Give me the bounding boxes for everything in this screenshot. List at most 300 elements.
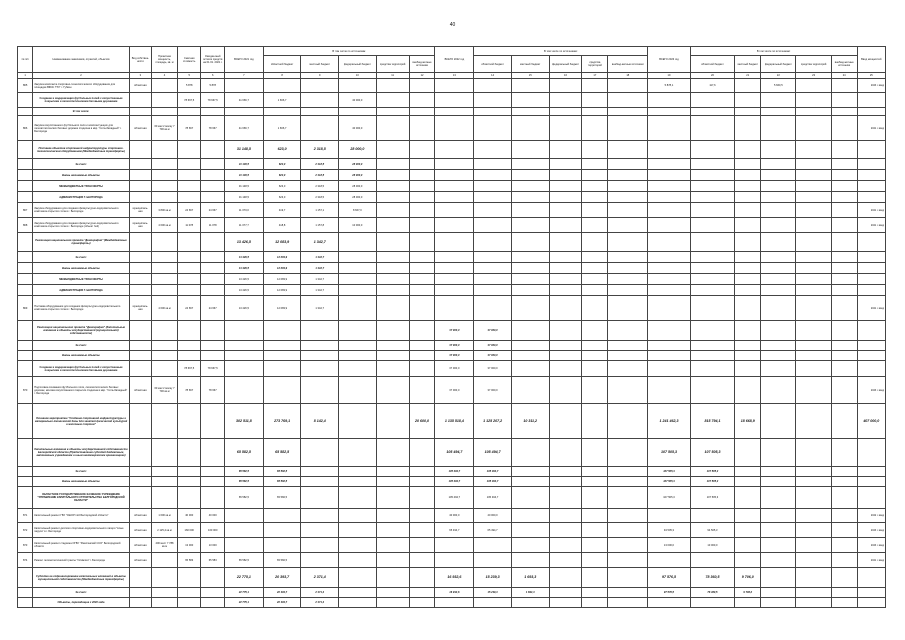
row-name: Вновь начинаемые объекты — [33, 170, 129, 181]
row-value — [435, 285, 474, 296]
row-value — [648, 233, 690, 252]
column-number: 9 — [301, 73, 339, 79]
row-value — [761, 116, 796, 141]
row-value: 13 000,0 — [648, 538, 690, 553]
row-value: 41 666,7 — [224, 116, 263, 141]
row-value: 2 318,5 — [301, 181, 339, 192]
row-value — [796, 159, 831, 170]
row-remaining — [201, 477, 225, 487]
row-value — [474, 93, 512, 108]
row-commission: 2022 г. ввод — [857, 509, 885, 523]
row-value — [263, 79, 301, 93]
row-value — [409, 93, 435, 108]
row-value — [582, 141, 608, 159]
row-value — [796, 181, 831, 192]
row-value — [690, 553, 735, 568]
row-value — [435, 274, 474, 285]
row-value: 15 239,3 — [474, 588, 512, 598]
row-value — [796, 108, 831, 116]
row-estimate — [177, 263, 201, 274]
row-remaining: 5 878 — [201, 79, 225, 93]
row-value: 13 426,5 — [224, 252, 263, 263]
row-value — [263, 108, 301, 116]
row-value — [796, 93, 831, 108]
row-value: 37 000,0 — [435, 361, 474, 377]
row-value — [582, 192, 608, 203]
row-value — [474, 108, 512, 116]
row-value — [582, 218, 608, 233]
row-value — [474, 141, 512, 159]
row-commission: 2023 г. ввод — [857, 79, 885, 93]
row-name: Субсидии на софинансирование капитальных вложений в объекты муниципальной собственности (Межбюджетные трансферты) — [33, 568, 129, 588]
row-value — [376, 361, 409, 377]
row-value: 5 878,1 — [648, 79, 690, 93]
row-ownership — [129, 588, 151, 598]
row-estimate — [177, 568, 201, 588]
row-value — [549, 439, 582, 467]
row-ownership — [129, 192, 151, 203]
row-value — [549, 509, 582, 523]
row-value — [339, 321, 377, 341]
row-ownership — [129, 321, 151, 341]
row-value — [435, 218, 474, 233]
row-value: 105 494,7 — [435, 467, 474, 477]
row-ownership — [129, 467, 151, 477]
row-name: Капитальные вложения в объекты государственной собственности Белгородской области (Предоставление субсидий бюджетным, автономным учреждениям и иным некоммерческим организациям) — [33, 439, 129, 467]
row-value — [474, 170, 512, 181]
header-source: федеральный бюджет — [761, 56, 796, 73]
row-value: 105 494,7 — [435, 487, 474, 509]
row-value — [409, 203, 435, 218]
row-value: 13 000,0 — [690, 538, 735, 553]
row-value — [582, 477, 608, 487]
row-value: 40 000,0 — [474, 509, 512, 523]
row-value: 22 775,1 — [224, 598, 263, 608]
row-capacity — [152, 467, 178, 477]
row-value — [301, 523, 339, 538]
row-estimate — [177, 341, 201, 351]
row-value: 65 582,5 — [263, 477, 301, 487]
row-value — [549, 598, 582, 608]
row-value — [511, 321, 549, 341]
row-estimate — [177, 141, 201, 159]
table-row — [18, 404, 886, 439]
row-ownership: областная — [129, 377, 151, 404]
row-value — [735, 141, 761, 159]
row-name: Капитальный ремонт ГБУ "СШОР №3 Белгородской области" — [33, 509, 129, 523]
column-number: 16 — [549, 73, 582, 79]
row-value — [796, 568, 831, 588]
row-value — [339, 252, 377, 263]
row-capacity: 60 мест/ молку 7 700 кв.м — [152, 377, 178, 404]
row-value: 107 505,3 — [690, 439, 735, 467]
row-value: 1 157,8 — [301, 218, 339, 233]
row-value — [376, 141, 409, 159]
row-remaining: 11 078 — [201, 218, 225, 233]
row-value — [376, 203, 409, 218]
row-value — [409, 321, 435, 341]
row-ownership — [129, 404, 151, 439]
row-value — [376, 233, 409, 252]
row-value — [831, 523, 857, 538]
row-value — [582, 263, 608, 274]
row-value — [831, 568, 857, 588]
row-remaining: 78 667 — [201, 116, 225, 141]
row-name: АДМИНИСТРАЦИЯ Г. БЕЛГОРОДА — [33, 285, 129, 296]
row-name: Поставка оборудования для создания физкультурно-оздоровительного комплекса открытого типа в г. Белгороде — [33, 296, 129, 321]
row-value — [301, 439, 339, 467]
row-value — [761, 487, 796, 509]
row-capacity: 3 800 кв.м — [152, 203, 178, 218]
row-ownership — [129, 487, 151, 509]
row-value — [690, 598, 735, 608]
table-row — [18, 361, 886, 377]
row-commission — [857, 598, 885, 608]
row-value — [796, 553, 831, 568]
row-value — [608, 588, 648, 598]
row-ownership — [129, 252, 151, 263]
row-name: АДМИНИСТРАЦИЯ Г. БЕЛГОРОДА — [33, 192, 129, 203]
row-value — [376, 285, 409, 296]
row-value — [608, 341, 648, 351]
row-index: 866 — [18, 116, 33, 141]
row-value: 15 239,3 — [474, 568, 512, 588]
row-value — [648, 296, 690, 321]
row-value — [409, 170, 435, 181]
row-commission — [857, 588, 885, 598]
row-value — [690, 509, 735, 523]
row-value — [582, 588, 608, 598]
row-estimate — [177, 598, 201, 608]
row-value — [549, 116, 582, 141]
row-estimate — [177, 487, 201, 509]
row-value — [435, 170, 474, 181]
row-value — [648, 141, 690, 159]
row-value — [549, 203, 582, 218]
row-value: 41 666,7 — [224, 93, 263, 108]
row-value — [690, 108, 735, 116]
row-value — [648, 285, 690, 296]
row-capacity — [152, 487, 178, 509]
row-value — [735, 538, 761, 553]
column-number: 10 — [339, 73, 377, 79]
row-value — [796, 274, 831, 285]
column-number: 17 — [582, 73, 608, 79]
row-value — [608, 285, 648, 296]
row-name: Объекты, переходящие с 2020 года — [33, 598, 129, 608]
row-value — [511, 538, 549, 553]
row-value — [582, 538, 608, 553]
row-ownership: муниципаль-ная — [129, 203, 151, 218]
row-value — [608, 263, 648, 274]
header-own: Вид собствен-ности — [129, 47, 151, 73]
row-value — [511, 218, 549, 233]
row-value — [301, 538, 339, 553]
row-value — [608, 361, 648, 377]
row-value — [690, 192, 735, 203]
row-value — [735, 509, 761, 523]
row-value: 31 148,5 — [224, 159, 263, 170]
row-value — [409, 181, 435, 192]
row-value: 1 241 462,3 — [648, 404, 690, 439]
row-index — [18, 588, 33, 598]
row-value — [376, 404, 409, 439]
row-value — [648, 203, 690, 218]
row-value: 16 932,6 — [435, 568, 474, 588]
row-value — [608, 321, 648, 341]
row-value: 28 000,0 — [339, 141, 377, 159]
table-row — [18, 203, 886, 218]
row-value — [735, 361, 761, 377]
row-value — [582, 203, 608, 218]
row-value: 65 582,5 — [224, 467, 263, 477]
row-value — [608, 192, 648, 203]
header-total-2023: ВСЕГО 2023 год — [648, 47, 690, 73]
row-value — [796, 404, 831, 439]
row-value — [339, 296, 377, 321]
table-row — [18, 467, 886, 477]
row-value: 37 000,0 — [474, 341, 512, 351]
row-value — [690, 296, 735, 321]
row-remaining — [201, 439, 225, 467]
row-ownership — [129, 361, 151, 377]
row-capacity: 60 мест/ молку 7 700 кв.м — [152, 116, 178, 141]
row-name: За счет: — [33, 341, 129, 351]
row-value — [376, 321, 409, 341]
column-number: 23 — [796, 73, 831, 79]
row-value: 11 070,0 — [224, 203, 263, 218]
row-value: 107 505,3 — [648, 467, 690, 477]
header-total-2022: ВСЕГО 2022 год — [435, 47, 474, 73]
row-ownership — [129, 351, 151, 361]
column-number: 24 — [831, 73, 857, 79]
row-value — [735, 553, 761, 568]
row-value — [409, 361, 435, 377]
row-value — [409, 553, 435, 568]
row-estimate — [177, 588, 201, 598]
row-value — [796, 361, 831, 377]
row-value — [796, 487, 831, 509]
row-commission: 407 000,0 — [857, 404, 885, 439]
row-value — [549, 192, 582, 203]
row-remaining: 24 667 — [201, 296, 225, 321]
row-name: Создание и модернизация футбольных полей с искусственным покрытием и легкоатлетическими беговыми дорожками — [33, 361, 129, 377]
header-source: внебюд-жетные источники — [608, 56, 648, 73]
row-value — [474, 116, 512, 141]
row-value — [549, 108, 582, 116]
row-value — [339, 108, 377, 116]
row-value — [831, 79, 857, 93]
table-row — [18, 181, 886, 192]
row-value — [761, 538, 796, 553]
row-value — [511, 203, 549, 218]
row-value — [549, 296, 582, 321]
row-value — [224, 351, 263, 361]
row-value — [648, 252, 690, 263]
row-name: Вновь начинаемые объекты — [33, 263, 129, 274]
row-remaining — [201, 181, 225, 192]
row-capacity: 400 мест 7 788 кв.м — [152, 538, 178, 553]
row-value — [435, 159, 474, 170]
row-value — [735, 218, 761, 233]
row-value — [339, 538, 377, 553]
row-value: 1 342,7 — [301, 263, 339, 274]
row-value: 107 505,3 — [648, 439, 690, 467]
row-value — [761, 218, 796, 233]
row-value — [582, 159, 608, 170]
column-number: 5 — [177, 73, 201, 79]
row-name: За счет: — [33, 467, 129, 477]
row-value — [735, 108, 761, 116]
row-value: 65 582,5 — [263, 553, 301, 568]
row-value — [796, 439, 831, 467]
row-value — [690, 263, 735, 274]
row-capacity — [152, 588, 178, 598]
row-value: 13 426,5 — [224, 296, 263, 321]
row-value: 623,0 — [263, 159, 301, 170]
row-value — [735, 116, 761, 141]
row-ownership: муниципаль-ная — [129, 296, 151, 321]
row-value — [409, 588, 435, 598]
row-value — [409, 477, 435, 487]
row-value — [831, 538, 857, 553]
row-value — [796, 341, 831, 351]
row-value — [263, 321, 301, 341]
header-source: местный бюджет — [511, 56, 549, 73]
row-value — [435, 181, 474, 192]
row-value — [761, 285, 796, 296]
row-value — [511, 509, 549, 523]
row-value — [511, 351, 549, 361]
row-value — [549, 263, 582, 274]
row-value — [263, 351, 301, 361]
row-value: 107 505,3 — [690, 477, 735, 487]
row-value: 12 083,9 — [263, 296, 301, 321]
row-capacity — [152, 170, 178, 181]
row-value — [263, 341, 301, 351]
row-name: Закупка комплекта спортивно-технологического оборудования для площадки ВФСК ГТО" г. Губкин — [33, 79, 129, 93]
row-remaining — [201, 568, 225, 588]
row-value — [409, 538, 435, 553]
row-value — [608, 538, 648, 553]
row-remaining — [201, 598, 225, 608]
row-capacity — [152, 233, 178, 252]
row-value — [761, 170, 796, 181]
row-value — [376, 487, 409, 509]
row-value — [511, 341, 549, 351]
table-row — [18, 285, 886, 296]
row-value — [376, 377, 409, 404]
row-name: Капитальный ремонт стадиона ОГБУ "Ракитянский ССО" Белгородской области — [33, 538, 129, 553]
row-value — [435, 263, 474, 274]
row-capacity — [152, 568, 178, 588]
row-value — [735, 159, 761, 170]
row-value — [409, 296, 435, 321]
column-number: 4 — [152, 73, 178, 79]
row-value — [409, 487, 435, 509]
row-value — [549, 341, 582, 351]
row-value: 65 582,5 — [263, 487, 301, 509]
row-value — [224, 361, 263, 377]
row-value — [435, 252, 474, 263]
column-number: 21 — [735, 73, 761, 79]
row-estimate: 78 667 — [177, 377, 201, 404]
row-estimate — [177, 233, 201, 252]
row-value — [409, 568, 435, 588]
row-value — [224, 79, 263, 93]
row-capacity — [152, 285, 178, 296]
row-value: 418,8 — [263, 218, 301, 233]
row-value: 107 505,3 — [690, 467, 735, 477]
row-capacity — [152, 341, 178, 351]
row-value — [549, 218, 582, 233]
row-value — [301, 351, 339, 361]
row-value — [301, 116, 339, 141]
row-value — [831, 263, 857, 274]
row-value — [735, 523, 761, 538]
row-name: За счет: — [33, 159, 129, 170]
row-value — [435, 203, 474, 218]
row-value — [608, 487, 648, 509]
row-value: 105 494,7 — [435, 477, 474, 487]
row-capacity: 2 125,4 кв.м — [152, 523, 178, 538]
row-value: 2 318,5 — [301, 141, 339, 159]
row-commission — [857, 170, 885, 181]
row-value — [549, 351, 582, 361]
row-value — [761, 274, 796, 285]
row-value — [511, 439, 549, 467]
row-name: Поставка объектов спортивной инфраструктуры спортивно-технологическим оборудованием (Межбюджетные трансферты) — [33, 141, 129, 159]
row-value — [339, 477, 377, 487]
row-value — [761, 296, 796, 321]
row-value — [735, 93, 761, 108]
row-estimate — [177, 477, 201, 487]
row-commission: 2021 г. ввод — [857, 203, 885, 218]
row-commission — [857, 467, 885, 477]
row-value: 28 000,0 — [339, 192, 377, 203]
row-value — [796, 351, 831, 361]
row-value — [796, 598, 831, 608]
row-value — [474, 203, 512, 218]
row-value: 2 371,4 — [301, 568, 339, 588]
row-value — [735, 181, 761, 192]
row-value — [339, 568, 377, 588]
row-capacity — [152, 404, 178, 439]
row-value: 2 318,5 — [301, 159, 339, 170]
row-value — [608, 93, 648, 108]
row-value — [582, 523, 608, 538]
row-index — [18, 598, 33, 608]
row-value — [796, 203, 831, 218]
row-estimate — [177, 252, 201, 263]
table-row — [18, 523, 886, 538]
row-value — [376, 598, 409, 608]
table-row — [18, 487, 886, 509]
row-value — [301, 321, 339, 341]
row-value — [735, 487, 761, 509]
row-remaining: 78 667,5 — [201, 361, 225, 377]
row-value: 78 360,5 — [690, 568, 735, 588]
row-value — [582, 351, 608, 361]
row-value — [735, 321, 761, 341]
row-value — [648, 170, 690, 181]
row-value — [409, 108, 435, 116]
row-value — [796, 192, 831, 203]
row-value: 117,6 — [690, 79, 735, 93]
row-value: 1 125 207,2 — [474, 404, 512, 439]
row-value — [735, 233, 761, 252]
row-value: 2 318,5 — [301, 192, 339, 203]
